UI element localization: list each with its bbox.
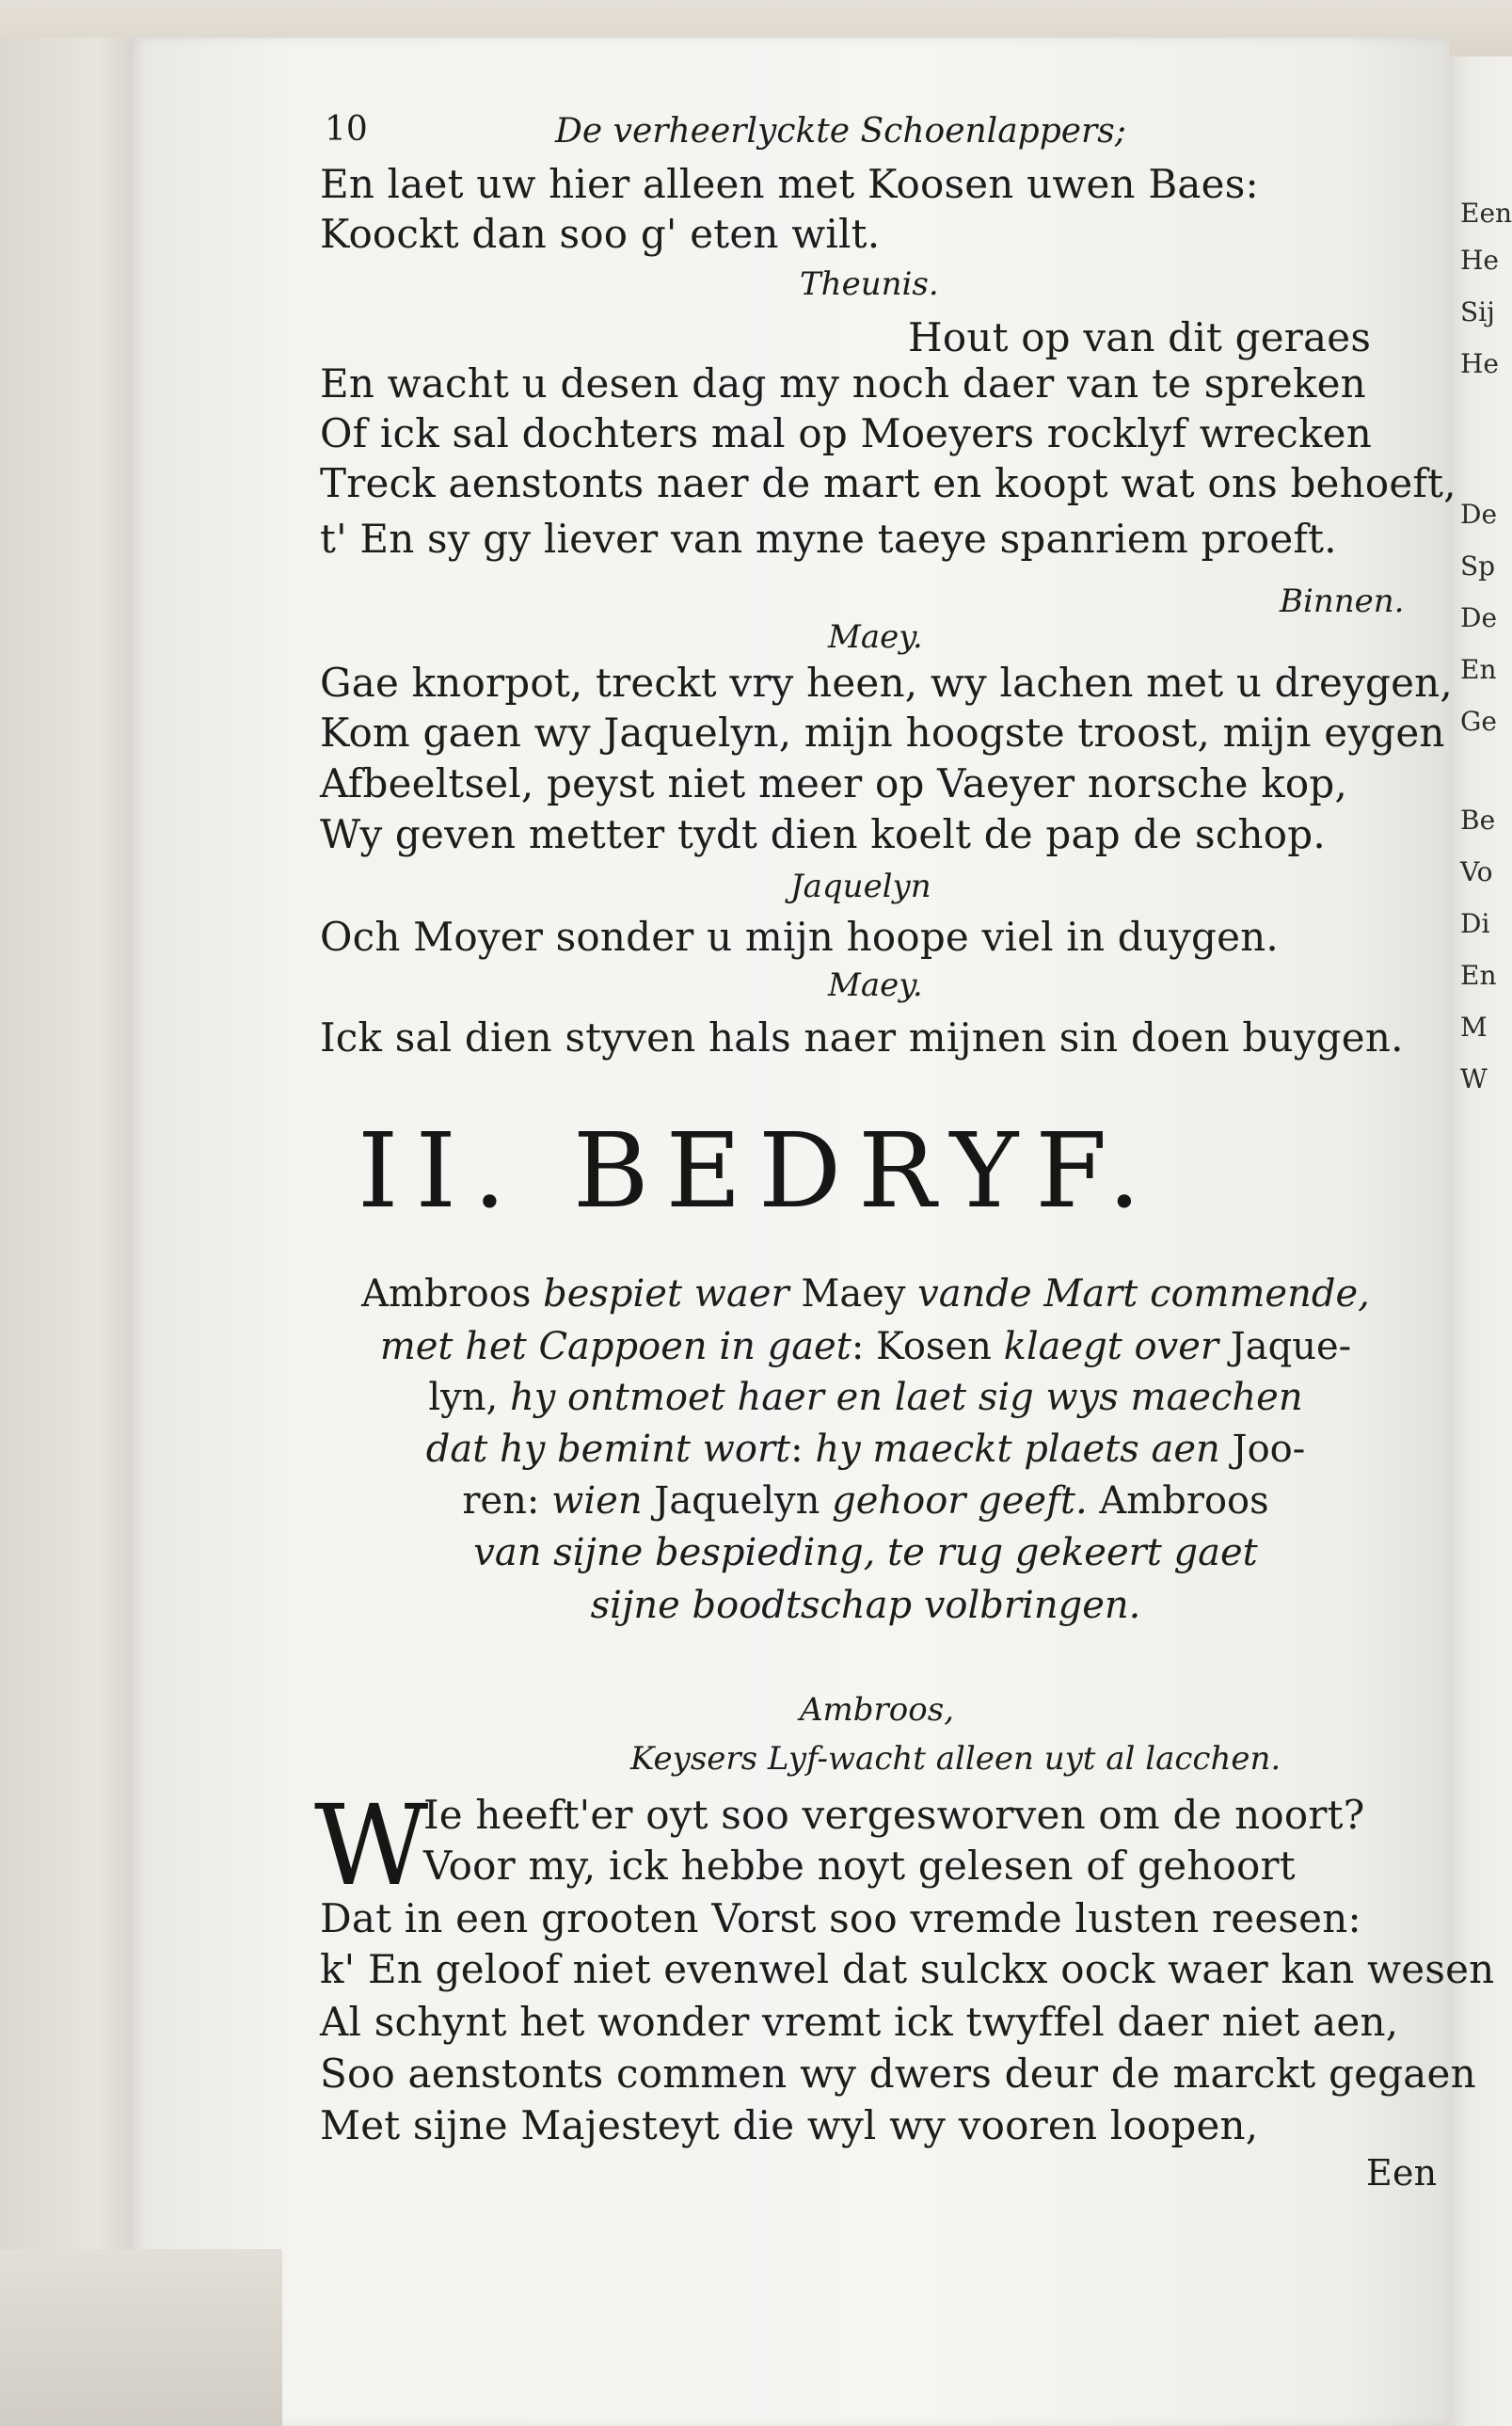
facing-fragment: Vo bbox=[1460, 856, 1493, 887]
speaker-name: Maey. bbox=[828, 966, 923, 1004]
argument-text: Maey bbox=[801, 1272, 918, 1316]
verse-line: t' En sy gy liever van myne taeye spanriem proeft. bbox=[320, 516, 1337, 562]
argument-text: klaegt over bbox=[1003, 1325, 1231, 1368]
verse-line: Afbeeltsel, peyst niet meer op Vaeyer norsche kop, bbox=[320, 760, 1347, 806]
drop-cap: W bbox=[314, 1780, 429, 1910]
speaker-name: Ambroos, bbox=[800, 1691, 955, 1729]
facing-fragment: Ge bbox=[1460, 706, 1497, 737]
verse-line: Hout op van dit geraes bbox=[908, 314, 1372, 360]
argument-text: lyn, bbox=[428, 1376, 510, 1419]
argument-line bbox=[301, 1479, 1430, 1523]
facing-fragment: De bbox=[1460, 499, 1498, 530]
verse-line: Och Moyer sonder u mijn hoope viel in duygen. bbox=[320, 914, 1279, 960]
facing-fragment: De bbox=[1460, 602, 1498, 633]
verse-line: En wacht u desen dag my noch daer van te spreken bbox=[320, 360, 1366, 407]
argument-text: met het Cappoen in gaet bbox=[379, 1325, 851, 1368]
facing-fragment: En bbox=[1460, 654, 1497, 685]
speaker-name: Jaquelyn bbox=[790, 868, 931, 905]
facing-fragment: En bbox=[1460, 960, 1497, 991]
facing-fragment: Be bbox=[1460, 805, 1496, 836]
argument-text: Ambroos bbox=[361, 1272, 544, 1316]
argument-line bbox=[301, 1272, 1430, 1316]
verse-line: Koockt dan soo g' eten wilt. bbox=[320, 211, 881, 257]
facing-fragment: Sij bbox=[1460, 296, 1495, 327]
page-number: 10 bbox=[325, 110, 368, 149]
argument-text: : Kosen bbox=[851, 1325, 1004, 1368]
facing-fragment: Sp bbox=[1460, 551, 1496, 582]
verse-line: Ie heeft'er oyt soo vergesworven om de noort? bbox=[423, 1792, 1365, 1838]
argument-text: dat hy bemint wort bbox=[425, 1428, 791, 1471]
stage-direction: Binnen. bbox=[1280, 583, 1405, 620]
argument-text: wien bbox=[551, 1479, 655, 1523]
argument-text: gehoor geeft. bbox=[832, 1479, 1088, 1523]
verse-line: Gae knorpot, treckt vry heen, wy lachen met u dreygen, bbox=[320, 660, 1453, 706]
verse-line: En laet uw hier alleen met Koosen uwen Baes: bbox=[320, 161, 1259, 207]
argument-line bbox=[301, 1325, 1430, 1368]
act-heading: II. BEDRYF. bbox=[358, 1110, 1158, 1231]
facing-fragment: He bbox=[1460, 245, 1499, 276]
argument-line: sijne boodtschap volbringen. bbox=[590, 1584, 1141, 1627]
verse-line: Voor my, ick hebbe noyt gelesen of gehoort bbox=[423, 1843, 1296, 1889]
argument-line bbox=[301, 1376, 1430, 1419]
argument-text: Jaque- bbox=[1230, 1325, 1352, 1368]
facing-fragment: Di bbox=[1460, 908, 1490, 939]
facing-fragment: He bbox=[1460, 348, 1499, 379]
argument-line: van sijne bespieding, te rug gekeert gaet bbox=[473, 1531, 1258, 1574]
argument-text: Jaquelyn bbox=[654, 1479, 833, 1523]
catchword: Een bbox=[1366, 2152, 1438, 2194]
verse-line: Dat in een grooten Vorst soo vremde lusten reesen: bbox=[320, 1895, 1361, 1941]
speaker-name: Maey. bbox=[828, 618, 923, 656]
argument-text: : bbox=[790, 1428, 816, 1471]
verse-line: Al schynt het wonder vremt ick twyffel daer niet aen, bbox=[320, 1999, 1399, 2045]
argument-line bbox=[301, 1428, 1430, 1471]
verse-line: Kom gaen wy Jaquelyn, mijn hoogste troost, mijn eygen bbox=[320, 710, 1445, 756]
stage-direction: Keysers Lyf-wacht alleen uyt al lacchen. bbox=[630, 1740, 1281, 1778]
facing-fragment: M bbox=[1460, 1012, 1488, 1043]
verse-line: Ick sal dien styven hals naer mijnen sin doen buygen. bbox=[320, 1014, 1404, 1061]
argument-text: bespiet waer bbox=[543, 1272, 802, 1316]
argument-text: Ambroos bbox=[1087, 1479, 1269, 1523]
verse-line: Wy geven metter tydt dien koelt de pap de schop. bbox=[320, 811, 1326, 857]
left-page-edge bbox=[0, 38, 141, 2426]
facing-fragment: W bbox=[1460, 1063, 1488, 1094]
verse-line: Met sijne Majesteyt die wyl wy vooren loopen, bbox=[320, 2102, 1259, 2148]
verse-line: k' En geloof niet evenwel dat sulckx oock waer kan wesen bbox=[320, 1946, 1495, 1992]
argument-text: Joo- bbox=[1232, 1428, 1306, 1471]
verse-line: Soo aenstonts commen wy dwers deur de marckt gegaen bbox=[320, 2051, 1476, 2097]
verse-line: Of ick sal dochters mal op Moeyers rocklyf wrecken bbox=[320, 410, 1372, 456]
argument-text: ren: bbox=[462, 1479, 552, 1523]
argument-text: hy maeckt plaets aen bbox=[815, 1428, 1233, 1471]
running-title: De verheerlyckte Schoenlappers; bbox=[555, 112, 1126, 151]
facing-fragment: Een bbox=[1460, 198, 1512, 229]
speaker-name: Theunis. bbox=[800, 265, 939, 303]
argument-text: hy ontmoet haer en laet sig wys maechen bbox=[509, 1376, 1303, 1419]
bottom-corner-shadow bbox=[0, 2249, 282, 2426]
argument-text: vande Mart commende, bbox=[917, 1272, 1370, 1316]
verse-line: Treck aenstonts naer de mart en koopt wat ons behoeft, bbox=[320, 460, 1456, 506]
